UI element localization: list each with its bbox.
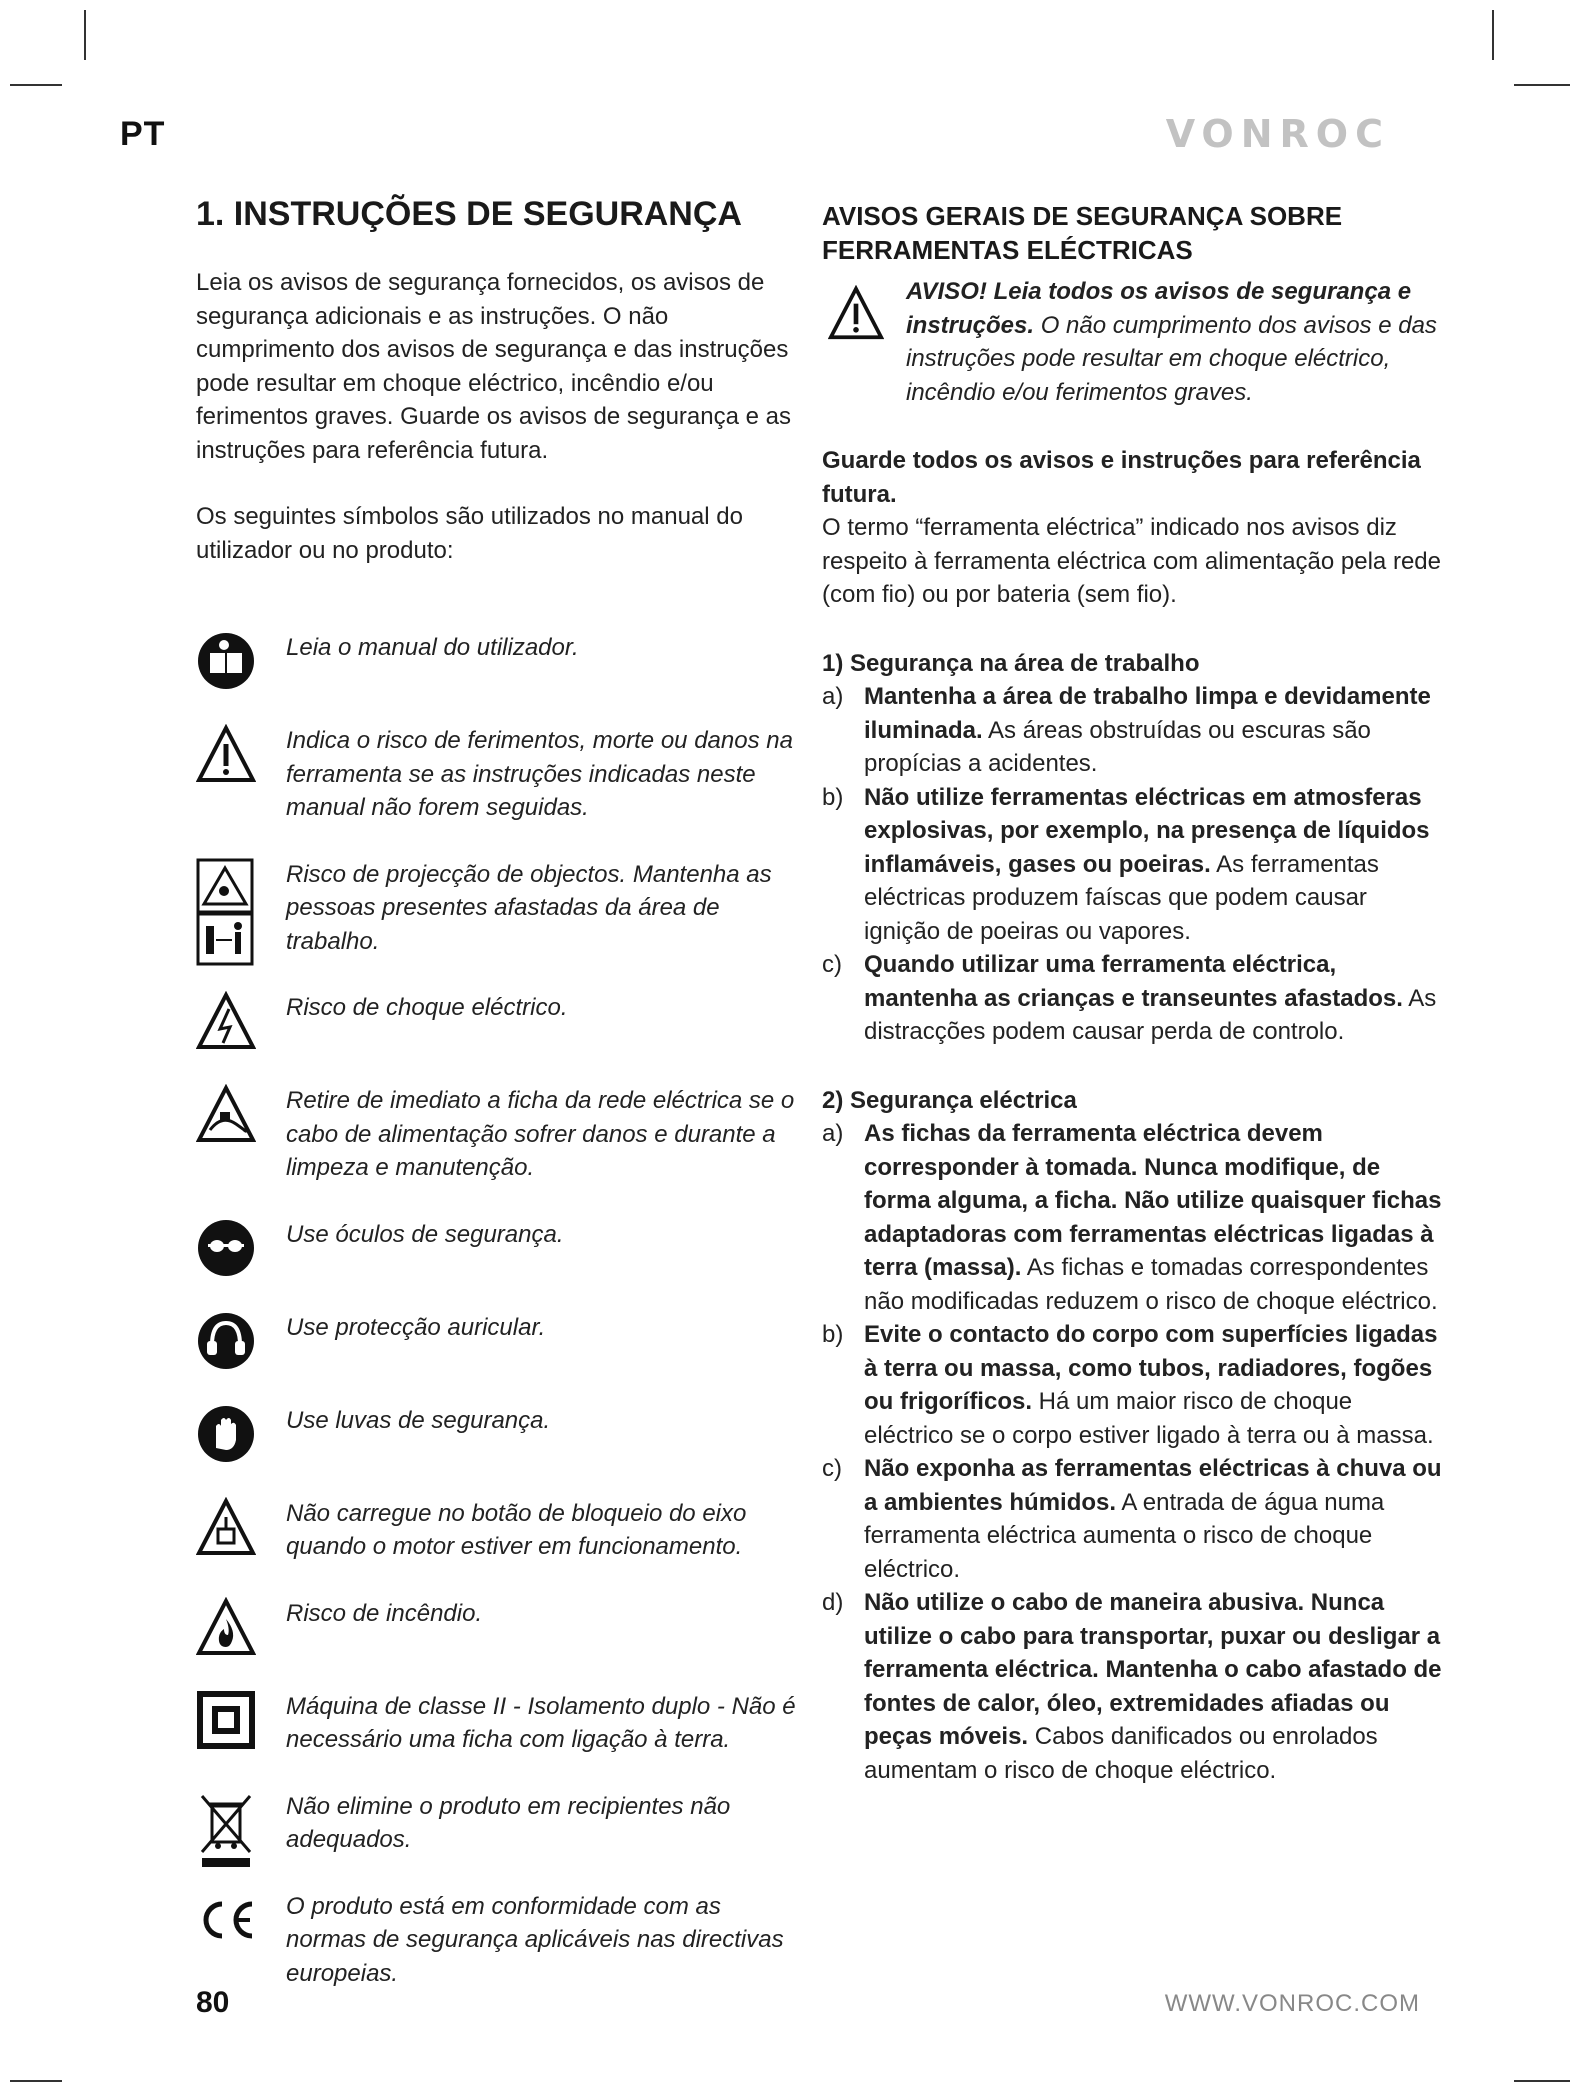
symbol-item <box>196 1497 796 1564</box>
symbol-list <box>196 631 796 1990</box>
symbol-item <box>196 724 796 825</box>
warning-icon <box>196 724 256 784</box>
double-insulation-icon <box>196 1690 256 1750</box>
ear-protection-icon <box>196 1311 256 1371</box>
section-title: 1. INSTRUÇÕES DE SEGURANÇA <box>196 195 742 233</box>
flying-objects-icon <box>196 858 256 968</box>
item-letter: c) <box>822 1455 842 1482</box>
item-text: As distracções podem causar perda de controlo. <box>864 984 1437 1045</box>
symbol-text: Risco de choque eléctrico. <box>286 994 568 1021</box>
crop-mark <box>84 10 86 60</box>
item-text: As ferramentas eléctricas produzem faíscas que podem causar ignição de poeiras ou vapores. <box>864 850 1379 945</box>
symbol-text: Indica o risco de ferimentos, morte ou danos na ferramenta se as instruções indicadas neste manual não forem seguidas. <box>286 727 793 821</box>
right-column <box>822 200 1447 1787</box>
fire-icon <box>196 1597 256 1657</box>
list-item <box>822 948 1447 1049</box>
symbol-item <box>196 1404 796 1464</box>
symbol-text: Risco de incêndio. <box>286 1599 483 1627</box>
item-text: Cabos danificados ou enrolados aumentam o risco de choque eléctrico. <box>864 1723 1378 1784</box>
section-work-area <box>822 647 1447 1049</box>
weee-bin-icon <box>196 1790 256 1870</box>
intro-paragraph: Leia os avisos de segurança fornecidos, os avisos de segurança adicionais e as instruções. O não cumprimento dos avisos de segurança e das instruções pode resultar em choque eléctrico, incêndio e/ou ferimentos graves. Guarde os avisos de segurança e as instruções para referência futura. <box>196 269 791 464</box>
symbol-text: Retire de imediato a ficha da rede eléctrica se o cabo de alimentação sofrer danos e durante a limpeza e manutenção. <box>286 1087 795 1181</box>
warning-box <box>822 275 1447 409</box>
safety-goggles-icon <box>196 1218 256 1278</box>
warning-text: O não cumprimento dos avisos e das instruções pode resultar em choque eléctrico, incêndio e/ou ferimentos graves. <box>906 311 1437 406</box>
list-item <box>822 680 1447 781</box>
symbol-item <box>196 1084 796 1185</box>
symbol-text: Use protecção auricular. <box>286 1313 546 1341</box>
crop-mark <box>10 84 62 86</box>
crop-mark <box>1514 84 1570 86</box>
crop-mark <box>1514 2080 1570 2082</box>
spindle-lock-icon <box>196 1497 256 1557</box>
electric-shock-icon <box>196 991 256 1051</box>
list-item <box>822 1586 1447 1787</box>
item-bold: As fichas da ferramenta eléctrica devem corresponder à tomada. Nunca modifique, de forma alguma, a ficha. Não utilize quaisquer fichas adaptadoras com ferramentas eléctricas ligadas à terra (massa). <box>864 1120 1442 1281</box>
item-letter: c) <box>822 951 842 978</box>
list-item <box>822 781 1447 949</box>
item-letter: a) <box>822 683 844 710</box>
symbol-item <box>196 1690 796 1757</box>
section-electrical <box>822 1084 1447 1788</box>
item-text: As fichas e tomadas correspondentes não modificadas reduzem o risco de choque eléctrico. <box>864 1254 1438 1315</box>
crop-mark <box>10 2080 62 2082</box>
read-manual-icon <box>196 631 256 691</box>
list-item <box>822 1117 1447 1318</box>
item-bold: Evite o contacto do corpo com superfícies ligadas à terra ou massa, como tubos, radiadores, fogões ou frigoríficos. <box>864 1321 1438 1415</box>
symbol-text: Não carregue no botão de bloqueio do eixo quando o motor estiver em funcionamento. <box>286 1499 747 1560</box>
page-number: 80 <box>196 1986 230 2019</box>
symbol-text: Não elimine o produto em recipientes não adequados. <box>286 1792 731 1853</box>
website-url: WWW.VONROC.COM <box>1164 1990 1420 2017</box>
symbol-item <box>196 991 796 1051</box>
keep-bold: Guarde todos os avisos e instruções para referência futura. <box>822 447 1421 508</box>
list-item <box>822 1318 1447 1452</box>
warning-bold: AVISO! Leia todos os avisos de segurança e instruções. <box>906 278 1412 339</box>
item-text: As áreas obstruídas ou escuras são propícias a acidentes. <box>864 716 1371 777</box>
symbols-intro: Os seguintes símbolos são utilizados no manual do utilizador ou no produto: <box>196 503 743 564</box>
brand-logo: VONROC <box>1165 112 1390 156</box>
keep-instructions <box>822 444 1447 612</box>
left-column <box>196 195 796 2023</box>
symbol-text: O produto está em conformidade com as normas de segurança aplicáveis nas directivas europeias. <box>286 1892 784 1987</box>
symbol-text: Leia o manual do utilizador. <box>286 634 579 661</box>
unplug-icon <box>196 1084 256 1144</box>
symbol-item <box>196 1218 796 1278</box>
symbol-text: Máquina de classe II - Isolamento duplo - Não é necessário uma ficha com ligação à terra. <box>286 1692 796 1753</box>
list-item <box>822 1452 1447 1586</box>
item-text: A entrada de água numa ferramenta eléctrica aumenta o risco de choque eléctrico. <box>864 1488 1385 1583</box>
item-bold: Não exponha as ferramentas eléctricas à chuva ou a ambientes húmidos. <box>864 1455 1442 1516</box>
item-bold: Não utilize ferramentas eléctricas em atmosferas explosivas, por exemplo, na presença de líquidos inflamáveis, gases ou poeiras. <box>864 783 1430 878</box>
item-letter: a) <box>822 1120 844 1147</box>
symbol-item <box>196 631 796 691</box>
item-letter: d) <box>822 1589 844 1616</box>
symbol-text: Risco de projecção de objectos. Mantenha as pessoas presentes afastadas da área de trabalho. <box>286 860 772 955</box>
symbol-item <box>196 1311 796 1371</box>
safety-gloves-icon <box>196 1404 256 1464</box>
item-letter: b) <box>822 1321 844 1348</box>
symbol-text: Use óculos de segurança. <box>286 1220 564 1248</box>
general-warnings-title: AVISOS GERAIS DE SEGURANÇA SOBRE FERRAMENTAS ELÉCTRICAS <box>822 201 1343 265</box>
warning-icon <box>828 285 884 351</box>
symbol-item <box>196 858 796 959</box>
ce-mark-icon <box>196 1890 256 1950</box>
item-bold: Mantenha a área de trabalho limpa e devidamente iluminada. <box>864 683 1431 744</box>
item-bold: Não utilize o cabo de maneira abusiva. Nunca utilize o cabo para transportar, puxar ou desligar a ferramenta eléctrica. Mantenha o cabo afastado de fontes de calor, óleo, extremidades afiadas ou peças móveis. <box>864 1589 1442 1750</box>
symbol-item <box>196 1790 796 1857</box>
symbol-item <box>196 1597 796 1657</box>
symbol-item <box>196 1890 796 1991</box>
item-bold: Quando utilizar uma ferramenta eléctrica, mantenha as crianças e transeuntes afastados. <box>864 951 1403 1012</box>
section-heading: 2) Segurança eléctrica <box>822 1086 1077 1114</box>
symbol-text: Use luvas de segurança. <box>286 1406 551 1434</box>
language-code: PT <box>120 115 166 153</box>
item-text: Há um maior risco de choque eléctrico se o corpo estiver ligado à terra ou à massa. <box>864 1388 1434 1449</box>
item-letter: b) <box>822 783 844 811</box>
section-heading: 1) Segurança na área de trabalho <box>822 649 1200 677</box>
crop-mark <box>1492 10 1494 60</box>
term-definition: O termo “ferramenta eléctrica” indicado nos avisos diz respeito à ferramenta eléctrica com alimentação pela rede (com fio) ou por bateria (sem fio). <box>822 514 1441 608</box>
